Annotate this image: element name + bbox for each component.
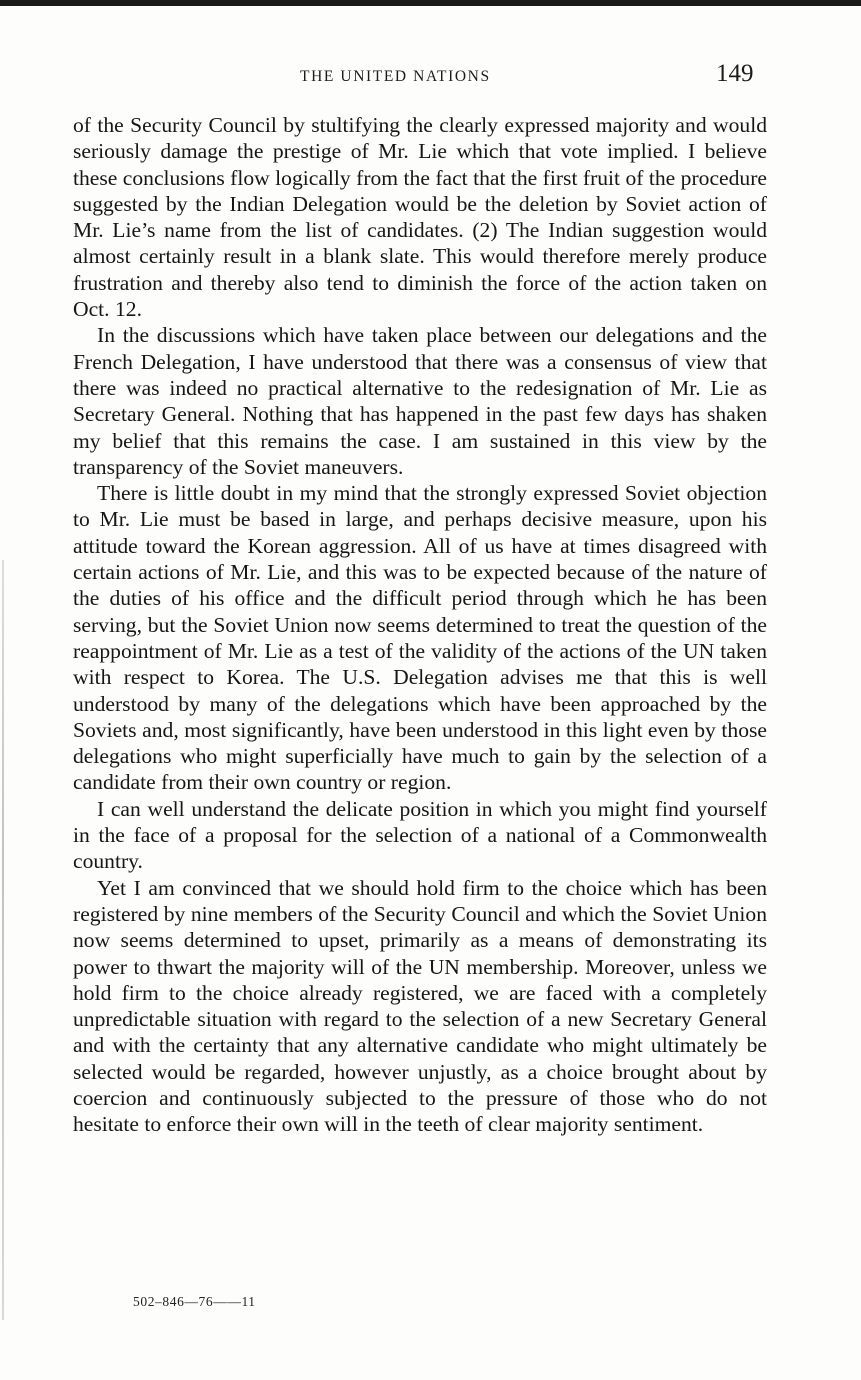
letter-body <box>73 112 767 1138</box>
page-number: 149 <box>716 60 754 87</box>
paragraph-soviet-objection: There is little doubt in my mind that the strongly expressed Soviet objection to Mr. Lie must be based in large, and perhaps decisive measure, upon his attitude toward the Korean aggression. All of us have at times disagreed with certain actions of Mr. Lie, and this was to be expected because of the nature of the duties of his office and the difficult period through which he has been serving, but the Soviet Union now seems determined to treat the question of the reappointment of Mr. Lie as a test of the validity of the actions of the UN taken with respect to Korea. The U.S. Delegation advises me that this is well understood by many of the delegations which have been approached by the Soviets and, most significantly, have been understood in this light even by those delegations who might superficially have much to gain by the selection of a candidate from their own country or region. <box>73 481 767 795</box>
paragraph-commonwealth: I can well understand the delicate position in which you might find yourself in the face of a proposal for the selection of a national of a Commonwealth country. <box>73 796 767 874</box>
page-binding-edge <box>2 560 4 1320</box>
paragraph-continued: of the Security Council by stultifying the clearly expressed majority and would seriously damage the prestige of Mr. Lie which that vote implied. I believe these conclusions flow logically from the fact that the first fruit of the procedure suggested by the Indian Delegation would be the deletion by Soviet action of Mr. Lie’s name from the list of candidates. (2) The Indian suggestion would almost certainly result in a blank slate. This would therefore merely produce frustration and thereby also tend to diminish the force of the action taken on Oct. 12. <box>73 113 767 322</box>
paragraph-french-delegation: In the discussions which have taken place between our delegations and the French Delegation, I have understood that there was a consensus of view that there was indeed no practical alternative to the redesignation of Mr. Lie as Secretary General. Nothing that has happened in the past few days has shaken my belief that this remains the case. I am sustained in this view by the transparency of the Soviet maneuvers. <box>73 323 767 479</box>
page-top-edge <box>0 0 861 6</box>
running-head-title: THE UNITED NATIONS <box>300 68 491 85</box>
printer-code: 502–846—76——11 <box>133 1294 256 1309</box>
paragraph-hold-firm: Yet I am convinced that we should hold firm to the choice which has been registered by nine members of the Security Council and which the Soviet Union now seems determined to upset, primarily as a means of demonstrating its power to thwart the majority will of the UN membership. Moreover, unless we hold firm to the choice already registered, we are faced with a completely unpredictable situation with regard to the selection of a new Secretary General and with the certainty that any alternative candidate who might ultimately be selected would be regarded, however unjustly, as a choice brought about by coercion and continuously subjected to the pressure of those who do not hesitate to enforce their own will in the teeth of clear majority sentiment. <box>73 875 767 1137</box>
